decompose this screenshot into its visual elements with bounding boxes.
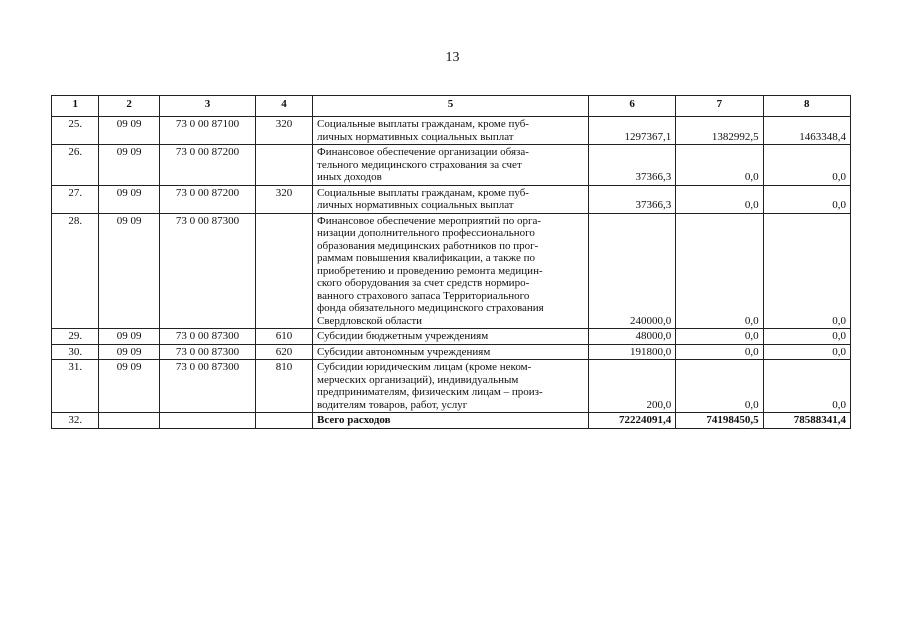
total-value-3: 78588341,4 <box>763 413 850 429</box>
row-code: 73 0 00 87300 <box>159 213 255 329</box>
header-col-8: 8 <box>763 96 850 117</box>
row-code: 73 0 00 87300 <box>159 360 255 413</box>
description-line: Финансовое обеспечение мероприятий по орга- <box>317 214 542 227</box>
description-line: низации дополнительного профессионального <box>317 227 535 239</box>
header-col-3: 3 <box>159 96 255 117</box>
row-value-1: 37366,3 <box>588 145 675 186</box>
description-line: тельного медицинского страхования за счет <box>317 158 522 171</box>
row-description <box>313 360 589 413</box>
description-line: предпринимателям, физическим лицам – произ- <box>317 386 543 398</box>
page-number: 13 <box>445 50 460 65</box>
row-code: 73 0 00 87200 <box>159 185 255 213</box>
table-header-row <box>52 96 851 117</box>
row-value-3: 1463348,4 <box>763 117 850 145</box>
row-number: 31. <box>52 360 99 413</box>
row-section: 09 09 <box>99 360 159 413</box>
row-section: 09 09 <box>99 213 159 329</box>
row-description <box>313 145 589 186</box>
description-line: Субсидии бюджетным учреждениям <box>317 330 489 342</box>
row-code: 73 0 00 87300 <box>159 344 255 360</box>
row-code: 73 0 00 87200 <box>159 145 255 186</box>
row-expense-type: 810 <box>256 360 313 413</box>
total-value-2: 74198450,5 <box>676 413 763 429</box>
total-row-number: 32. <box>52 413 99 429</box>
row-number: 29. <box>52 329 99 345</box>
row-expense-type: 620 <box>256 344 313 360</box>
row-section: 09 09 <box>99 344 159 360</box>
table-row <box>52 360 851 413</box>
row-expense-type: 610 <box>256 329 313 345</box>
row-value-1: 240000,0 <box>588 213 675 329</box>
row-section: 09 09 <box>99 329 159 345</box>
table-row <box>52 117 851 145</box>
total-row-section <box>99 413 159 429</box>
row-expense-type <box>256 213 313 329</box>
row-value-2: 0,0 <box>676 213 763 329</box>
row-value-2: 0,0 <box>676 360 763 413</box>
row-expense-type <box>256 145 313 186</box>
description-line: водителям товаров, работ, услуг <box>317 398 468 411</box>
header-col-2: 2 <box>99 96 159 117</box>
row-number: 27. <box>52 185 99 213</box>
row-description <box>313 117 589 145</box>
header-col-7: 7 <box>676 96 763 117</box>
row-section: 09 09 <box>99 145 159 186</box>
row-value-3: 0,0 <box>763 145 850 186</box>
row-code: 73 0 00 87100 <box>159 117 255 145</box>
row-value-3: 0,0 <box>763 329 850 345</box>
table-row <box>52 213 851 329</box>
total-row-code <box>159 413 255 429</box>
description-line: Социальные выплаты гражданам, кроме пуб- <box>317 186 529 199</box>
row-value-2: 0,0 <box>676 185 763 213</box>
header-col-6: 6 <box>588 96 675 117</box>
total-row-label: Всего расходов <box>313 413 589 429</box>
table-row <box>52 145 851 186</box>
row-section: 09 09 <box>99 185 159 213</box>
description-line: Субсидии автономным учреждениям <box>317 345 491 358</box>
description-line: Финансовое обеспечение организации обяза- <box>317 146 529 158</box>
description-line: фонда обязательного медицинского страхования <box>317 302 544 314</box>
row-number: 28. <box>52 213 99 329</box>
header-col-4: 4 <box>256 96 313 117</box>
row-description <box>313 213 589 329</box>
description-line: приобретению и проведению ремонта медицин- <box>317 264 543 277</box>
row-value-1: 48000,0 <box>588 329 675 345</box>
row-section: 09 09 <box>99 117 159 145</box>
row-number: 25. <box>52 117 99 145</box>
header-col-5: 5 <box>313 96 589 117</box>
row-description <box>313 329 589 345</box>
description-line: Свердловской области <box>317 314 423 327</box>
table-row <box>52 344 851 360</box>
row-value-1: 37366,3 <box>588 185 675 213</box>
table-row <box>52 329 851 345</box>
description-line: ванного страхового запаса Территориального <box>317 289 530 302</box>
row-expense-type: 320 <box>256 185 313 213</box>
row-number: 30. <box>52 344 99 360</box>
row-expense-type: 320 <box>256 117 313 145</box>
row-value-2: 0,0 <box>676 145 763 186</box>
row-code: 73 0 00 87300 <box>159 329 255 345</box>
row-value-3: 0,0 <box>763 344 850 360</box>
row-value-3: 0,0 <box>763 360 850 413</box>
total-value-1: 72224091,4 <box>588 413 675 429</box>
description-line: Социальные выплаты гражданам, кроме пуб- <box>317 118 529 130</box>
table-body <box>52 117 851 413</box>
row-value-2: 1382992,5 <box>676 117 763 145</box>
header-col-1: 1 <box>52 96 99 117</box>
row-number: 26. <box>52 145 99 186</box>
row-value-2: 0,0 <box>676 329 763 345</box>
table-row <box>52 185 851 213</box>
description-line: иных доходов <box>317 171 382 183</box>
description-line: личных нормативных социальных выплат <box>317 199 514 211</box>
total-row-type <box>256 413 313 429</box>
description-line: личных нормативных социальных выплат <box>317 130 514 143</box>
row-value-2: 0,0 <box>676 344 763 360</box>
expenditure-table <box>51 95 851 429</box>
row-value-1: 1297367,1 <box>588 117 675 145</box>
row-description <box>313 344 589 360</box>
row-value-1: 200,0 <box>588 360 675 413</box>
description-line: мерческих организаций), индивидуальным <box>317 373 519 386</box>
description-line: образования медицинских работников по прог- <box>317 239 539 252</box>
description-line: раммам повышения квалификации, а также по <box>317 252 536 264</box>
total-row <box>52 413 851 429</box>
row-value-1: 191800,0 <box>588 344 675 360</box>
description-line: Субсидии юридическим лицам (кроме неком- <box>317 361 532 373</box>
row-description <box>313 185 589 213</box>
description-line: ского оборудования за счет средств нормиро- <box>317 277 530 289</box>
row-value-3: 0,0 <box>763 185 850 213</box>
row-value-3: 0,0 <box>763 213 850 329</box>
